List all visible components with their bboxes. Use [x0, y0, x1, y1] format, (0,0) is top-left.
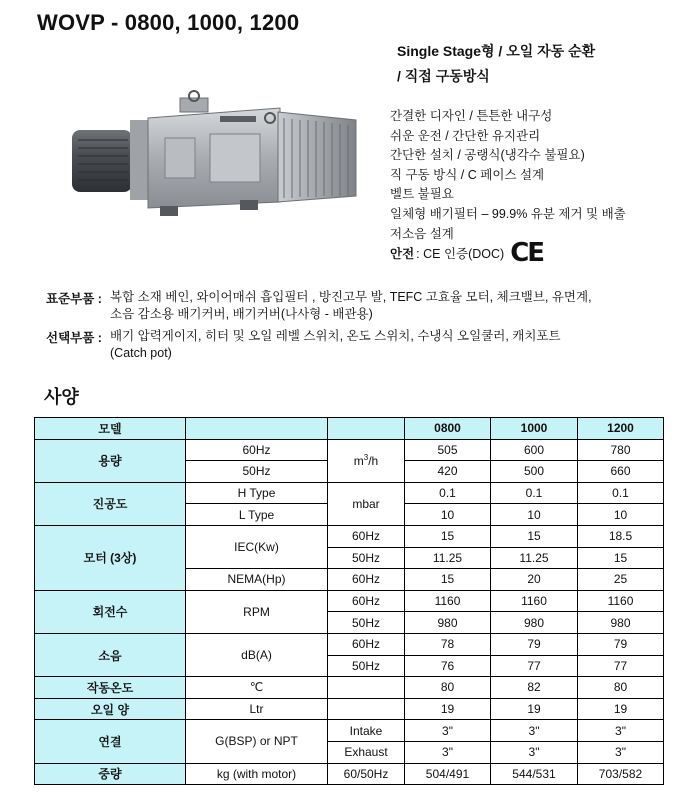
table-cell: 80 [578, 677, 664, 699]
noise-unit: dB(A) [186, 633, 328, 676]
table-cell: 80 [405, 677, 491, 699]
table-cell: 60Hz [328, 525, 405, 547]
table-cell: 19 [405, 698, 491, 720]
table-cell: 660 [578, 461, 664, 483]
table-cell: 505 [405, 439, 491, 461]
table-cell: 82 [491, 677, 578, 699]
table-cell: 60Hz [328, 569, 405, 591]
table-cell: 10 [578, 504, 664, 526]
table-cell: 60Hz [328, 590, 405, 612]
vacuum-label: 진공도 [35, 482, 186, 525]
capacity-unit: $m^3/h$ [328, 439, 405, 482]
table-cell: 1160 [491, 590, 578, 612]
noise-label: 소음 [35, 633, 186, 676]
table-cell: 50Hz [328, 612, 405, 634]
optional-parts-label: 선택부품 : [46, 331, 102, 345]
standard-parts-line: 소음 감소용 배기커버, 배기커버(나사형 - 배관용) [110, 307, 373, 321]
connection-label: 연결 [35, 720, 186, 763]
capacity-label: 용량 [35, 439, 186, 482]
table-cell: 500 [491, 461, 578, 483]
spec-table [34, 417, 664, 785]
table-cell: 19 [578, 698, 664, 720]
table-cell: 703/582 [578, 763, 664, 785]
weight-condition: 60/50Hz [328, 763, 405, 785]
table-row [35, 439, 664, 461]
table-cell: L Type [186, 504, 328, 526]
model-1200: 1200 [578, 418, 664, 440]
weight-unit: kg (with motor) [186, 763, 328, 785]
feature-item: 간결한 디자인 / 튼튼한 내구성 [390, 109, 553, 123]
temp-label: 작동온도 [35, 677, 186, 699]
table-cell: 3" [405, 720, 491, 742]
table-cell: 78 [405, 633, 491, 655]
nema-label: NEMA(Hp) [186, 569, 328, 591]
table-cell: 11.25 [491, 547, 578, 569]
table-cell: 0.1 [578, 482, 664, 504]
vacuum-pump-image [70, 90, 360, 230]
table-cell: 77 [578, 655, 664, 677]
standard-parts-label: 표준부품 : [46, 292, 102, 306]
table-row [35, 677, 664, 699]
table-cell: 544/531 [491, 763, 578, 785]
table-cell: 18.5 [578, 525, 664, 547]
feature-item: 쉬운 운전 / 간단한 유지관리 [390, 128, 541, 143]
table-row [35, 633, 664, 655]
table-cell: 50Hz [328, 655, 405, 677]
table-row [35, 418, 664, 440]
table-cell: 60Hz [328, 633, 405, 655]
table-cell: 3" [491, 741, 578, 763]
standard-parts-line: 복합 소재 베인, 와이어매쉬 흡입필터 , 방진고무 발, TEFC 고효율 모터, 체크밸브, 유면계, [110, 290, 592, 304]
table-cell: 980 [491, 612, 578, 634]
ce-mark-icon: CE [510, 238, 544, 268]
table-cell: 1160 [578, 590, 664, 612]
table-row [35, 482, 664, 504]
model-0800: 0800 [405, 418, 491, 440]
feature-item: 저소음 설계 [390, 226, 454, 241]
table-cell: 25 [578, 569, 664, 591]
table-cell: 1160 [405, 590, 491, 612]
table-cell: 3" [578, 720, 664, 742]
rpm-label: 회전수 [35, 590, 186, 633]
table-cell: 19 [491, 698, 578, 720]
table-cell: 10 [491, 504, 578, 526]
table-cell: 0.1 [405, 482, 491, 504]
table-cell: 3" [405, 741, 491, 763]
table-row [35, 698, 664, 720]
table-cell: H Type [186, 482, 328, 504]
table-cell: 504/491 [405, 763, 491, 785]
oil-label: 오일 양 [35, 698, 186, 720]
table-cell: 600 [491, 439, 578, 461]
table-cell: 50Hz [186, 461, 328, 483]
table-row [35, 763, 664, 785]
table-row [35, 525, 664, 547]
table-cell: 79 [491, 633, 578, 655]
weight-label: 중량 [35, 763, 186, 785]
table-row [35, 720, 664, 742]
table-cell: 15 [578, 547, 664, 569]
iec-label: IEC(Kw) [186, 525, 328, 568]
table-cell: 10 [405, 504, 491, 526]
motor-label: 모터 (3상) [35, 525, 186, 590]
table-cell: 76 [405, 655, 491, 677]
table-cell: 60Hz [186, 439, 328, 461]
specs-heading: 사양 [44, 387, 79, 407]
safety-certification [390, 238, 543, 268]
table-cell: 11.25 [405, 547, 491, 569]
table-cell: 77 [491, 655, 578, 677]
safety-label: 안전 [390, 247, 415, 261]
table-cell: Intake [328, 720, 405, 742]
table-cell: 3" [491, 720, 578, 742]
table-cell: 15 [491, 525, 578, 547]
optional-parts-line: (Catch pot) [110, 346, 172, 360]
oil-unit: Ltr [186, 698, 328, 720]
feature-item: 간단한 설치 / 공랭식(냉각수 불필요) [390, 148, 585, 163]
model-1000: 1000 [491, 418, 578, 440]
table-cell: 420 [405, 461, 491, 483]
vacuum-unit: mbar [328, 482, 405, 525]
table-cell: 20 [491, 569, 578, 591]
feature-item: 벨트 불필요 [390, 187, 454, 202]
table-cell: 50Hz [328, 547, 405, 569]
headline-line-2: / 직접 구동방식 [397, 68, 490, 84]
table-cell: 0.1 [491, 482, 578, 504]
feature-item: 일체형 배기필터 – 99.9% 유분 제거 및 배출 [390, 206, 626, 221]
connection-unit: G(BSP) or NPT [186, 720, 328, 763]
table-cell: 980 [578, 612, 664, 634]
rpm-unit: RPM [186, 590, 328, 633]
safety-text: : CE 인증(DOC) [416, 247, 505, 261]
table-cell: 79 [578, 633, 664, 655]
feature-item: 직 구동 방식 / C 페이스 설계 [390, 167, 545, 182]
table-cell: 3" [578, 741, 664, 763]
temp-unit: ℃ [186, 677, 328, 699]
table-cell: 15 [405, 569, 491, 591]
headline-line-1: Single Stage형 / 오일 자동 순환 [397, 43, 596, 59]
feature-list [390, 107, 690, 244]
table-cell: 980 [405, 612, 491, 634]
table-cell: 15 [405, 525, 491, 547]
table-row [35, 590, 664, 612]
model-header: 모델 [35, 418, 186, 440]
optional-parts-line: 배기 압력게이지, 히터 및 오일 레벨 스위치, 온도 스위치, 수냉식 오일쿨러, 캐치포트 [110, 329, 561, 343]
table-cell: Exhaust [328, 741, 405, 763]
page-title: WOVP - 0800, 1000, 1200 [37, 10, 300, 35]
table-cell: 780 [578, 439, 664, 461]
